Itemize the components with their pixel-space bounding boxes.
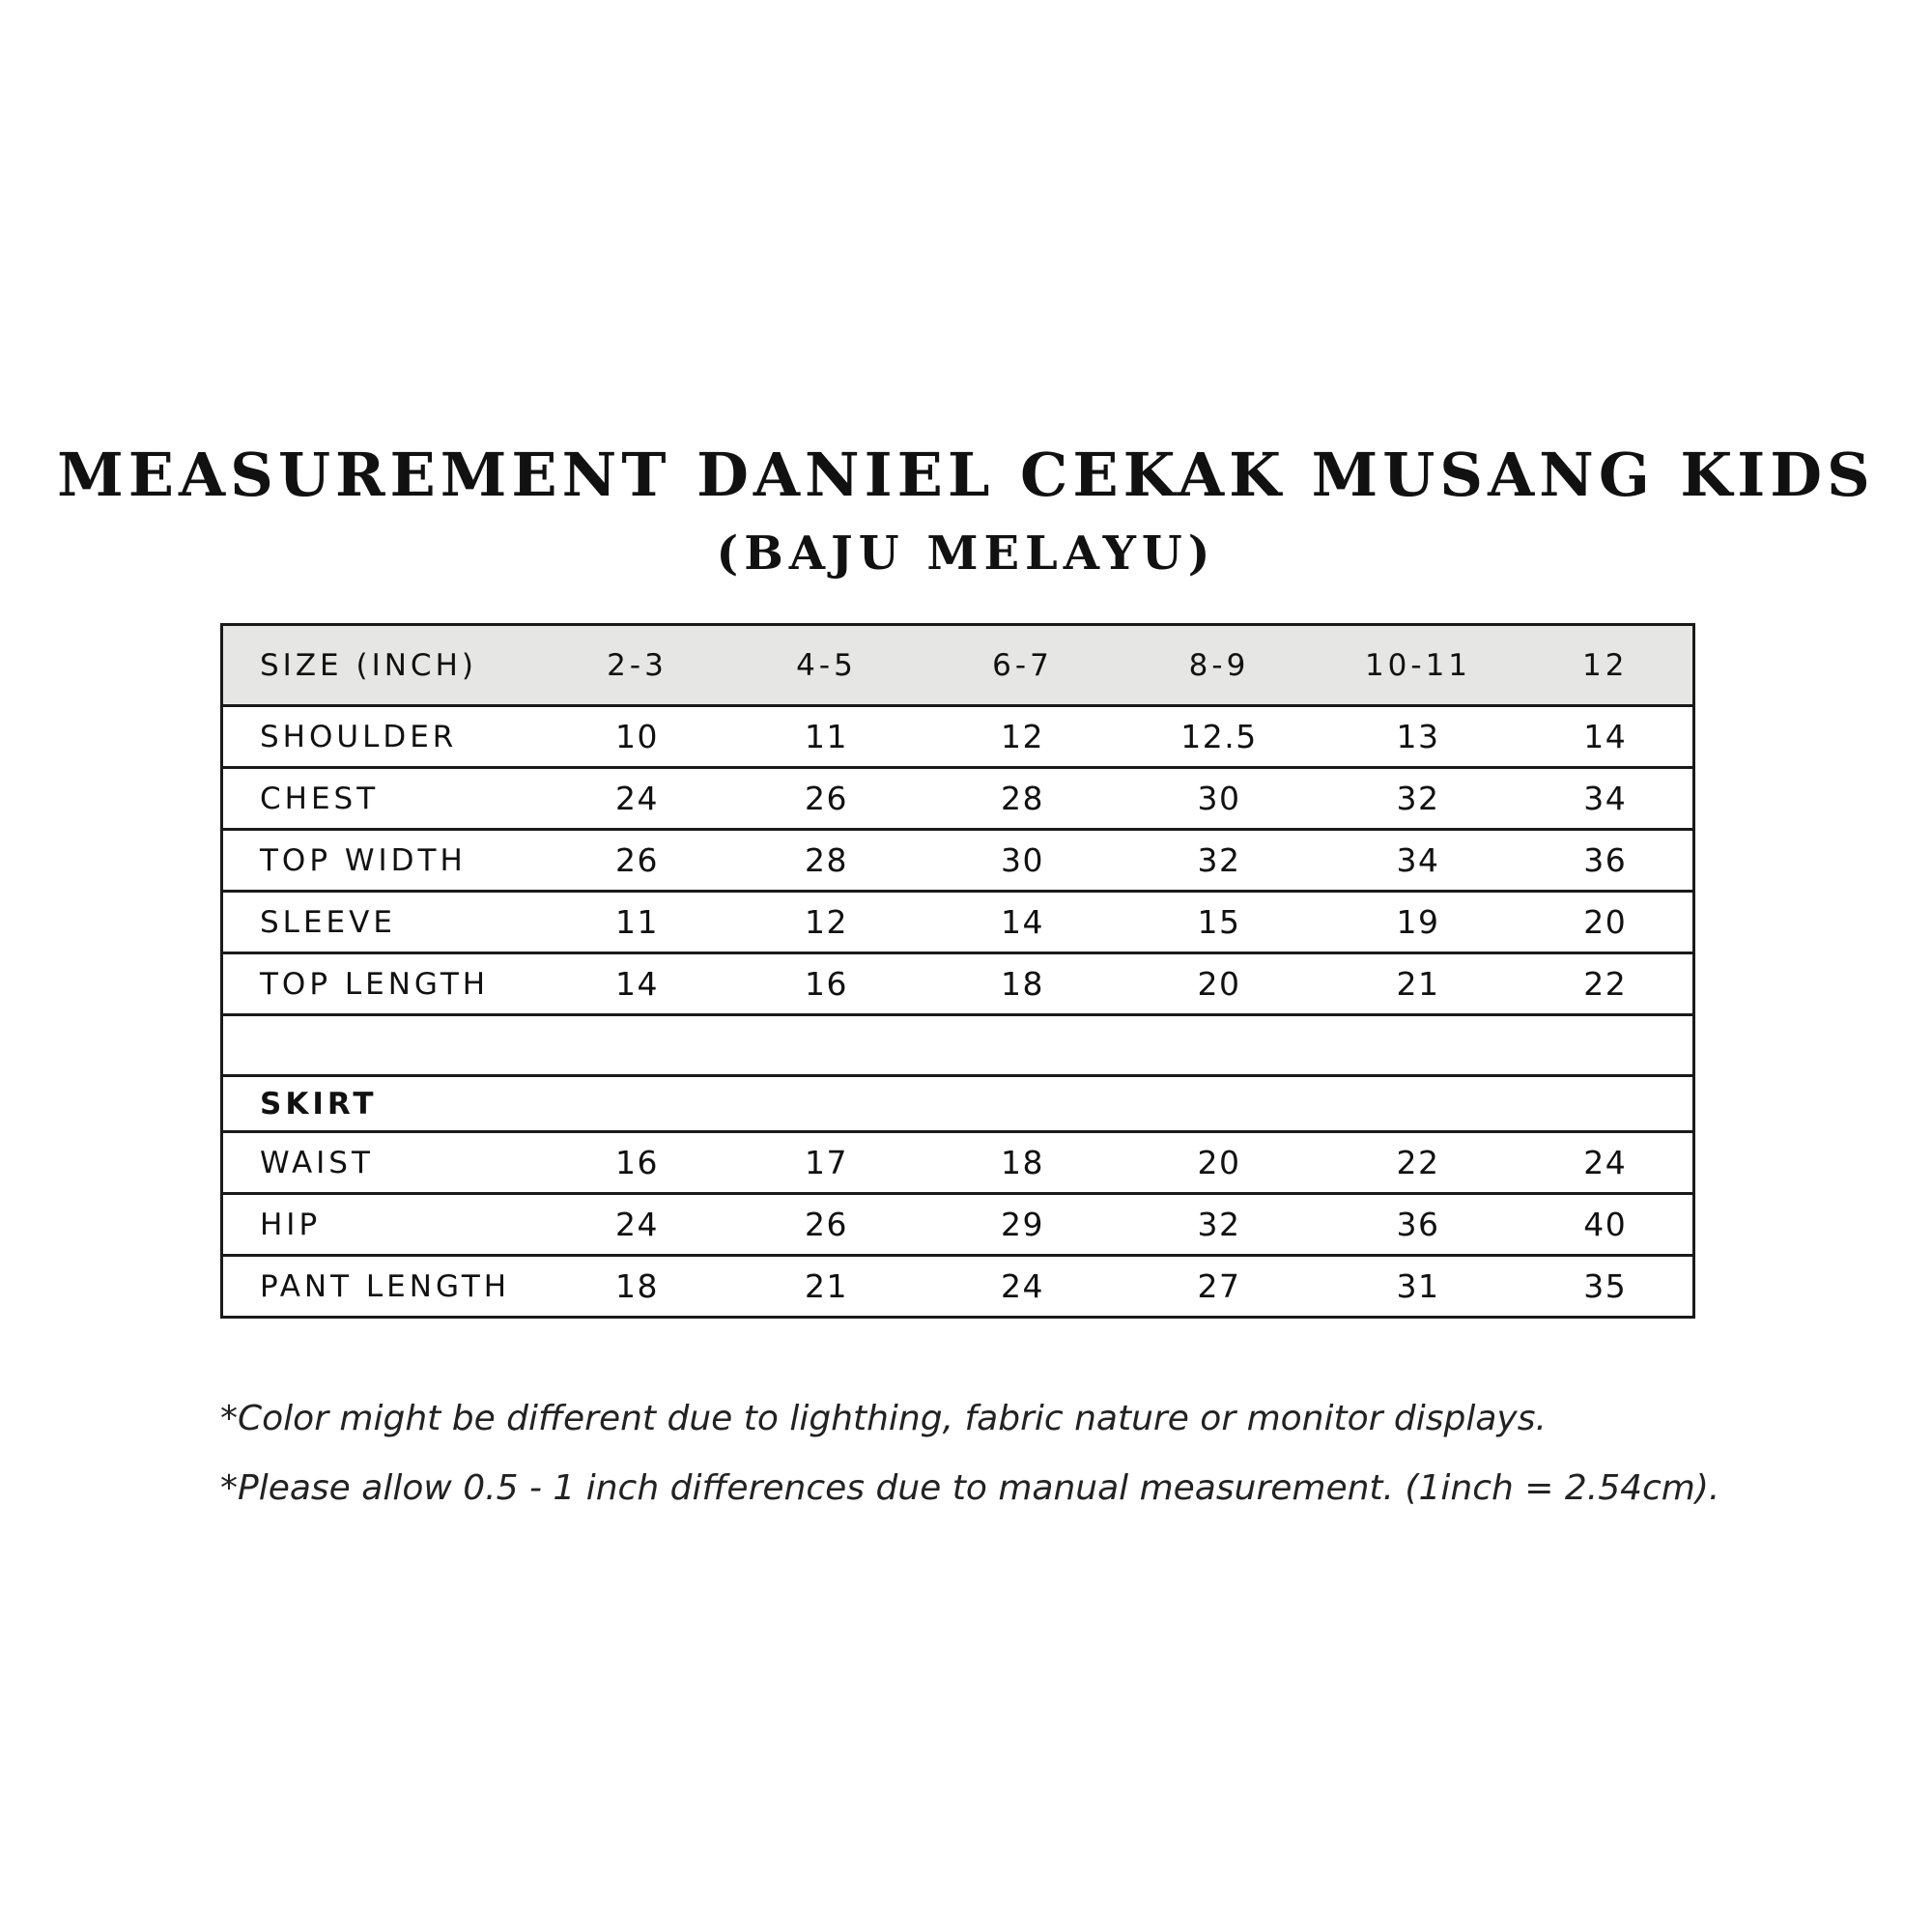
cell-value: 26 xyxy=(728,768,925,830)
table-row xyxy=(222,768,1694,830)
table-row xyxy=(222,1194,1694,1256)
cell-value: 32 xyxy=(1319,768,1519,830)
header-size: 6-7 xyxy=(925,625,1121,706)
cell-value: 32 xyxy=(1121,830,1319,892)
cell-value: 20 xyxy=(1519,892,1694,953)
cell-value: 40 xyxy=(1519,1194,1694,1256)
cell-value: 19 xyxy=(1319,892,1519,953)
header-size: 2-3 xyxy=(547,625,728,706)
table-row xyxy=(222,706,1694,768)
cell-value: 36 xyxy=(1519,830,1694,892)
cell-value: 15 xyxy=(1121,892,1319,953)
row-label: CHEST xyxy=(222,768,547,830)
cell-value: 31 xyxy=(1319,1256,1519,1318)
cell-value: 18 xyxy=(547,1256,728,1318)
cell-value: 29 xyxy=(925,1194,1121,1256)
cell-value: 17 xyxy=(728,1132,925,1194)
cell-value: 11 xyxy=(547,892,728,953)
table-spacer-row xyxy=(222,1015,1694,1076)
cell-value: 12.5 xyxy=(1121,706,1319,768)
cell-value: 26 xyxy=(728,1194,925,1256)
cell-value: 16 xyxy=(728,953,925,1015)
cell-value: 34 xyxy=(1319,830,1519,892)
cell-value: 32 xyxy=(1121,1194,1319,1256)
cell-value: 28 xyxy=(925,768,1121,830)
cell-value: 10 xyxy=(547,706,728,768)
cell-value: 34 xyxy=(1519,768,1694,830)
section-label: SKIRT xyxy=(222,1076,1694,1132)
cell-value: 22 xyxy=(1519,953,1694,1015)
cell-value: 12 xyxy=(925,706,1121,768)
cell-value: 12 xyxy=(728,892,925,953)
cell-value: 27 xyxy=(1121,1256,1319,1318)
table-section-row xyxy=(222,1076,1694,1132)
cell-value: 20 xyxy=(1121,953,1319,1015)
size-chart-table xyxy=(220,623,1695,1319)
spacer-cell xyxy=(222,1015,1694,1076)
cell-value: 36 xyxy=(1319,1194,1519,1256)
cell-value: 11 xyxy=(728,706,925,768)
header-size: 10-11 xyxy=(1319,625,1519,706)
cell-value: 24 xyxy=(925,1256,1121,1318)
cell-value: 18 xyxy=(925,1132,1121,1194)
cell-value: 24 xyxy=(547,1194,728,1256)
row-label: SHOULDER xyxy=(222,706,547,768)
row-label: TOP LENGTH xyxy=(222,953,547,1015)
cell-value: 21 xyxy=(728,1256,925,1318)
header-size: 8-9 xyxy=(1121,625,1319,706)
cell-value: 24 xyxy=(1519,1132,1694,1194)
cell-value: 22 xyxy=(1319,1132,1519,1194)
cell-value: 18 xyxy=(925,953,1121,1015)
table-row xyxy=(222,830,1694,892)
table-header-row xyxy=(222,625,1694,706)
cell-value: 26 xyxy=(547,830,728,892)
row-label: WAIST xyxy=(222,1132,547,1194)
cell-value: 14 xyxy=(925,892,1121,953)
table-row xyxy=(222,1132,1694,1194)
cell-value: 20 xyxy=(1121,1132,1319,1194)
cell-value: 14 xyxy=(1519,706,1694,768)
cell-value: 28 xyxy=(728,830,925,892)
header-size: 12 xyxy=(1519,625,1694,706)
note-measurement-disclaimer: *Please allow 0.5 - 1 inch differences due to manual measurement. (1inch = 2.54cm). xyxy=(220,1468,1720,1508)
cell-value: 13 xyxy=(1319,706,1519,768)
cell-value: 14 xyxy=(547,953,728,1015)
page-title: MEASUREMENT DANIEL CEKAK MUSANG KIDS xyxy=(57,440,1875,510)
header-label: SIZE (INCH) xyxy=(222,625,547,706)
row-label: TOP WIDTH xyxy=(222,830,547,892)
cell-value: 35 xyxy=(1519,1256,1694,1318)
cell-value: 30 xyxy=(925,830,1121,892)
header-size: 4-5 xyxy=(728,625,925,706)
cell-value: 30 xyxy=(1121,768,1319,830)
cell-value: 16 xyxy=(547,1132,728,1194)
row-label: SLEEVE xyxy=(222,892,547,953)
table-row xyxy=(222,892,1694,953)
table-row xyxy=(222,953,1694,1015)
table-row xyxy=(222,1256,1694,1318)
row-label: HIP xyxy=(222,1194,547,1256)
cell-value: 24 xyxy=(547,768,728,830)
page-subtitle: (BAJU MELAYU) xyxy=(716,526,1216,581)
cell-value: 21 xyxy=(1319,953,1519,1015)
note-color-disclaimer: *Color might be different due to lighthing, fabric nature or monitor displays. xyxy=(220,1399,1547,1438)
row-label: PANT LENGTH xyxy=(222,1256,547,1318)
